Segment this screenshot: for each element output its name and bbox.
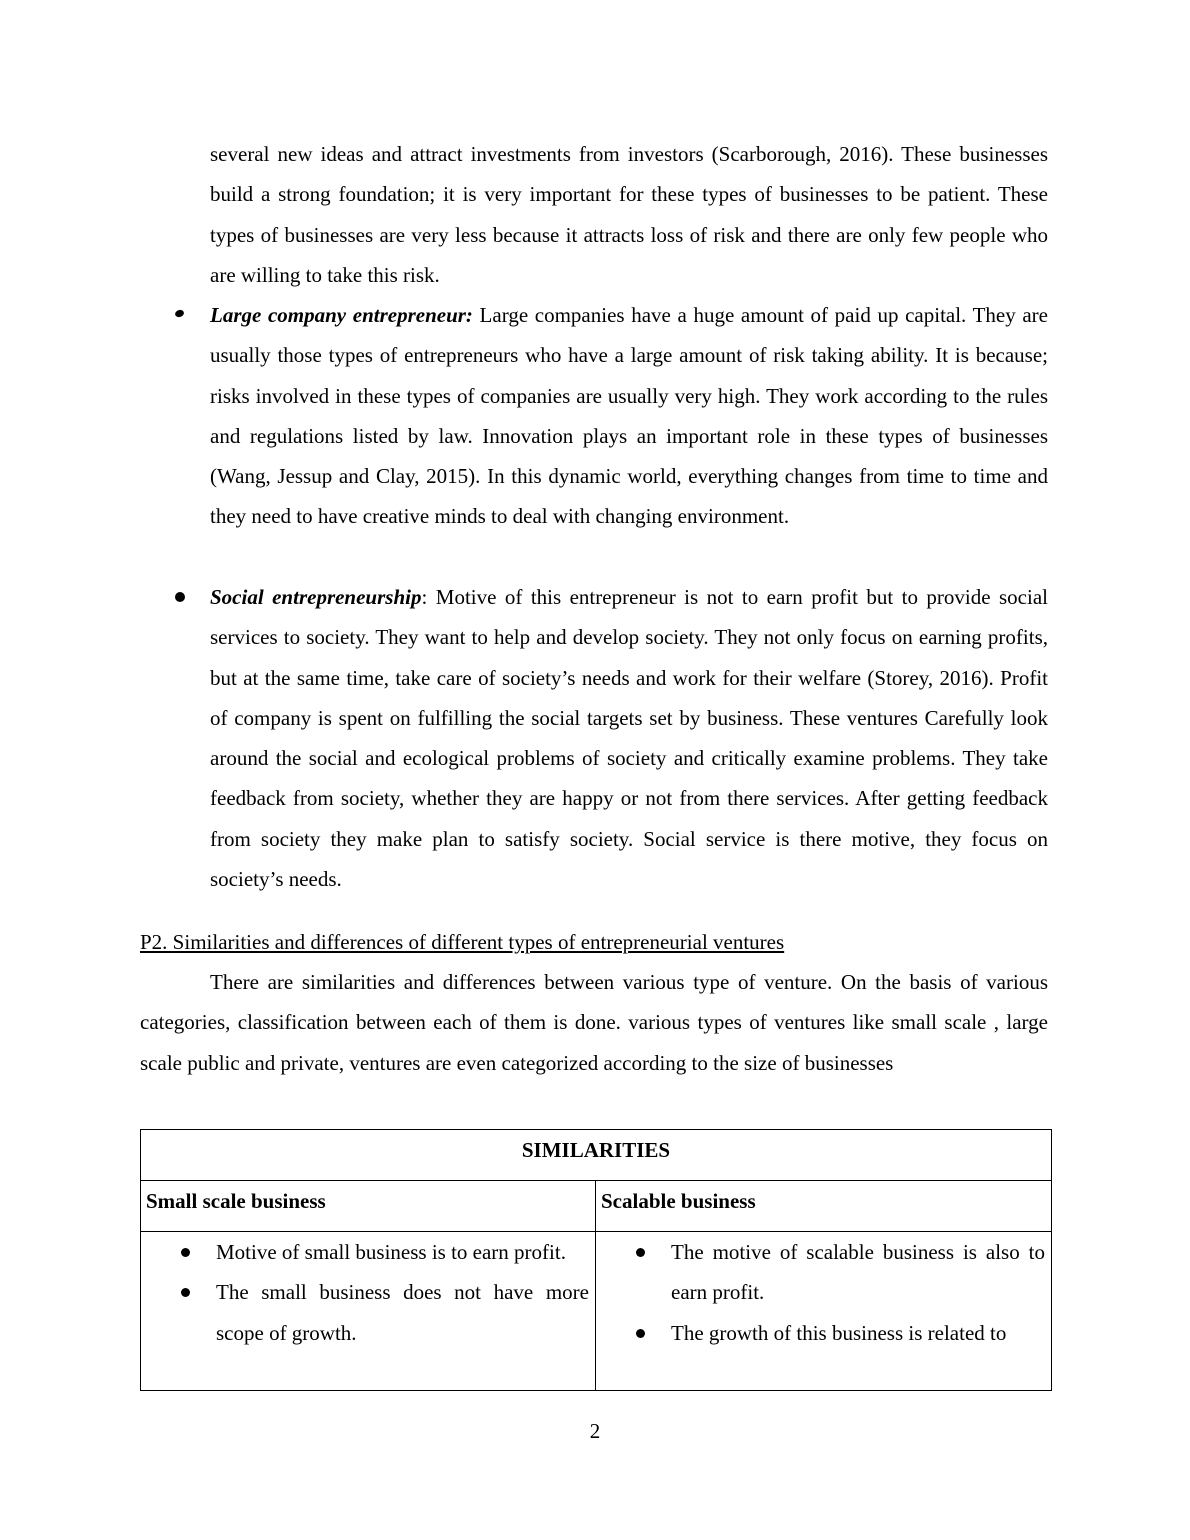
- bullet-icon: [181, 1288, 190, 1297]
- bullet-icon: [181, 1248, 190, 1257]
- section-intro: There are similarities and differences between various type of venture. On the basis of various categories, classification between each of them is done. various types of ventures like small scale , large scale public and private, ventures are even categorized according to the size of businesses: [140, 970, 1048, 1075]
- list-item: The small business does not have more scope of growth.: [141, 1272, 595, 1353]
- table-title: SIMILARITIES: [141, 1130, 1052, 1181]
- bullet-item-social-entrepreneurship: [210, 577, 1048, 899]
- bullet-term: Large company entrepreneur:: [210, 303, 473, 327]
- bullet-icon: [174, 309, 185, 319]
- column-body-scalable: [596, 1232, 1052, 1391]
- column-header-scalable: Scalable business: [596, 1181, 1052, 1232]
- list-item: The growth of this business is related to: [596, 1313, 1051, 1353]
- bullet-text: Large companies have a huge amount of paid up capital. They are usually those types of entrepreneurs who have a large amount of risk taking ability. It is because; risks involved in these types of companies are usually very high. They work according to the rules and regulations listed by law. Innovation plays an important role in these types of businesses (Wang, Jessup and Clay, 2015). In this dynamic world, everything changes from time to time and they need to have creative minds to deal with changing environment.: [210, 303, 1048, 529]
- column-header-small-scale: Small scale business: [141, 1181, 596, 1232]
- bullet-term: Social entrepreneurship: [210, 585, 422, 609]
- bullet-item-large-company: [210, 295, 1048, 537]
- list-item: The motive of scalable business is also to earn profit.: [596, 1232, 1051, 1313]
- scalable-list: [596, 1232, 1051, 1353]
- column-body-small-scale: [141, 1232, 596, 1391]
- similarities-table: [140, 1129, 1052, 1391]
- bullet-icon: [636, 1329, 645, 1338]
- bullet-icon: [636, 1248, 645, 1257]
- bullet-icon: [175, 592, 185, 602]
- list-item: Motive of small business is to earn profit.: [141, 1232, 595, 1272]
- small-scale-list: [141, 1232, 595, 1353]
- page-number: 2: [589, 1419, 601, 1443]
- section-heading: P2. Similarities and differences of different types of entrepreneurial ventures: [140, 930, 785, 954]
- continuation-paragraph: several new ideas and attract investments from investors (Scarborough, 2016). These businesses build a strong foundation; it is very important for these types of businesses to be patient. These types of businesses are very less because it attracts loss of risk and there are only few people who are willing to take this risk.: [210, 142, 1048, 287]
- bullet-text: : Motive of this entrepreneur is not to earn profit but to provide social services to society. They want to help and develop society. They not only focus on earning profits, but at the same time, take care of society’s needs and work for their welfare (Storey, 2016). Profit of company is spent on fulfilling the social targets set by business. These ventures Carefully look around the social and ecological problems of society and critically examine problems. They take feedback from society, whether they are happy or not from there services. After getting feedback from society they make plan to satisfy society. Social service is there motive, they focus on society’s needs.: [210, 585, 1048, 892]
